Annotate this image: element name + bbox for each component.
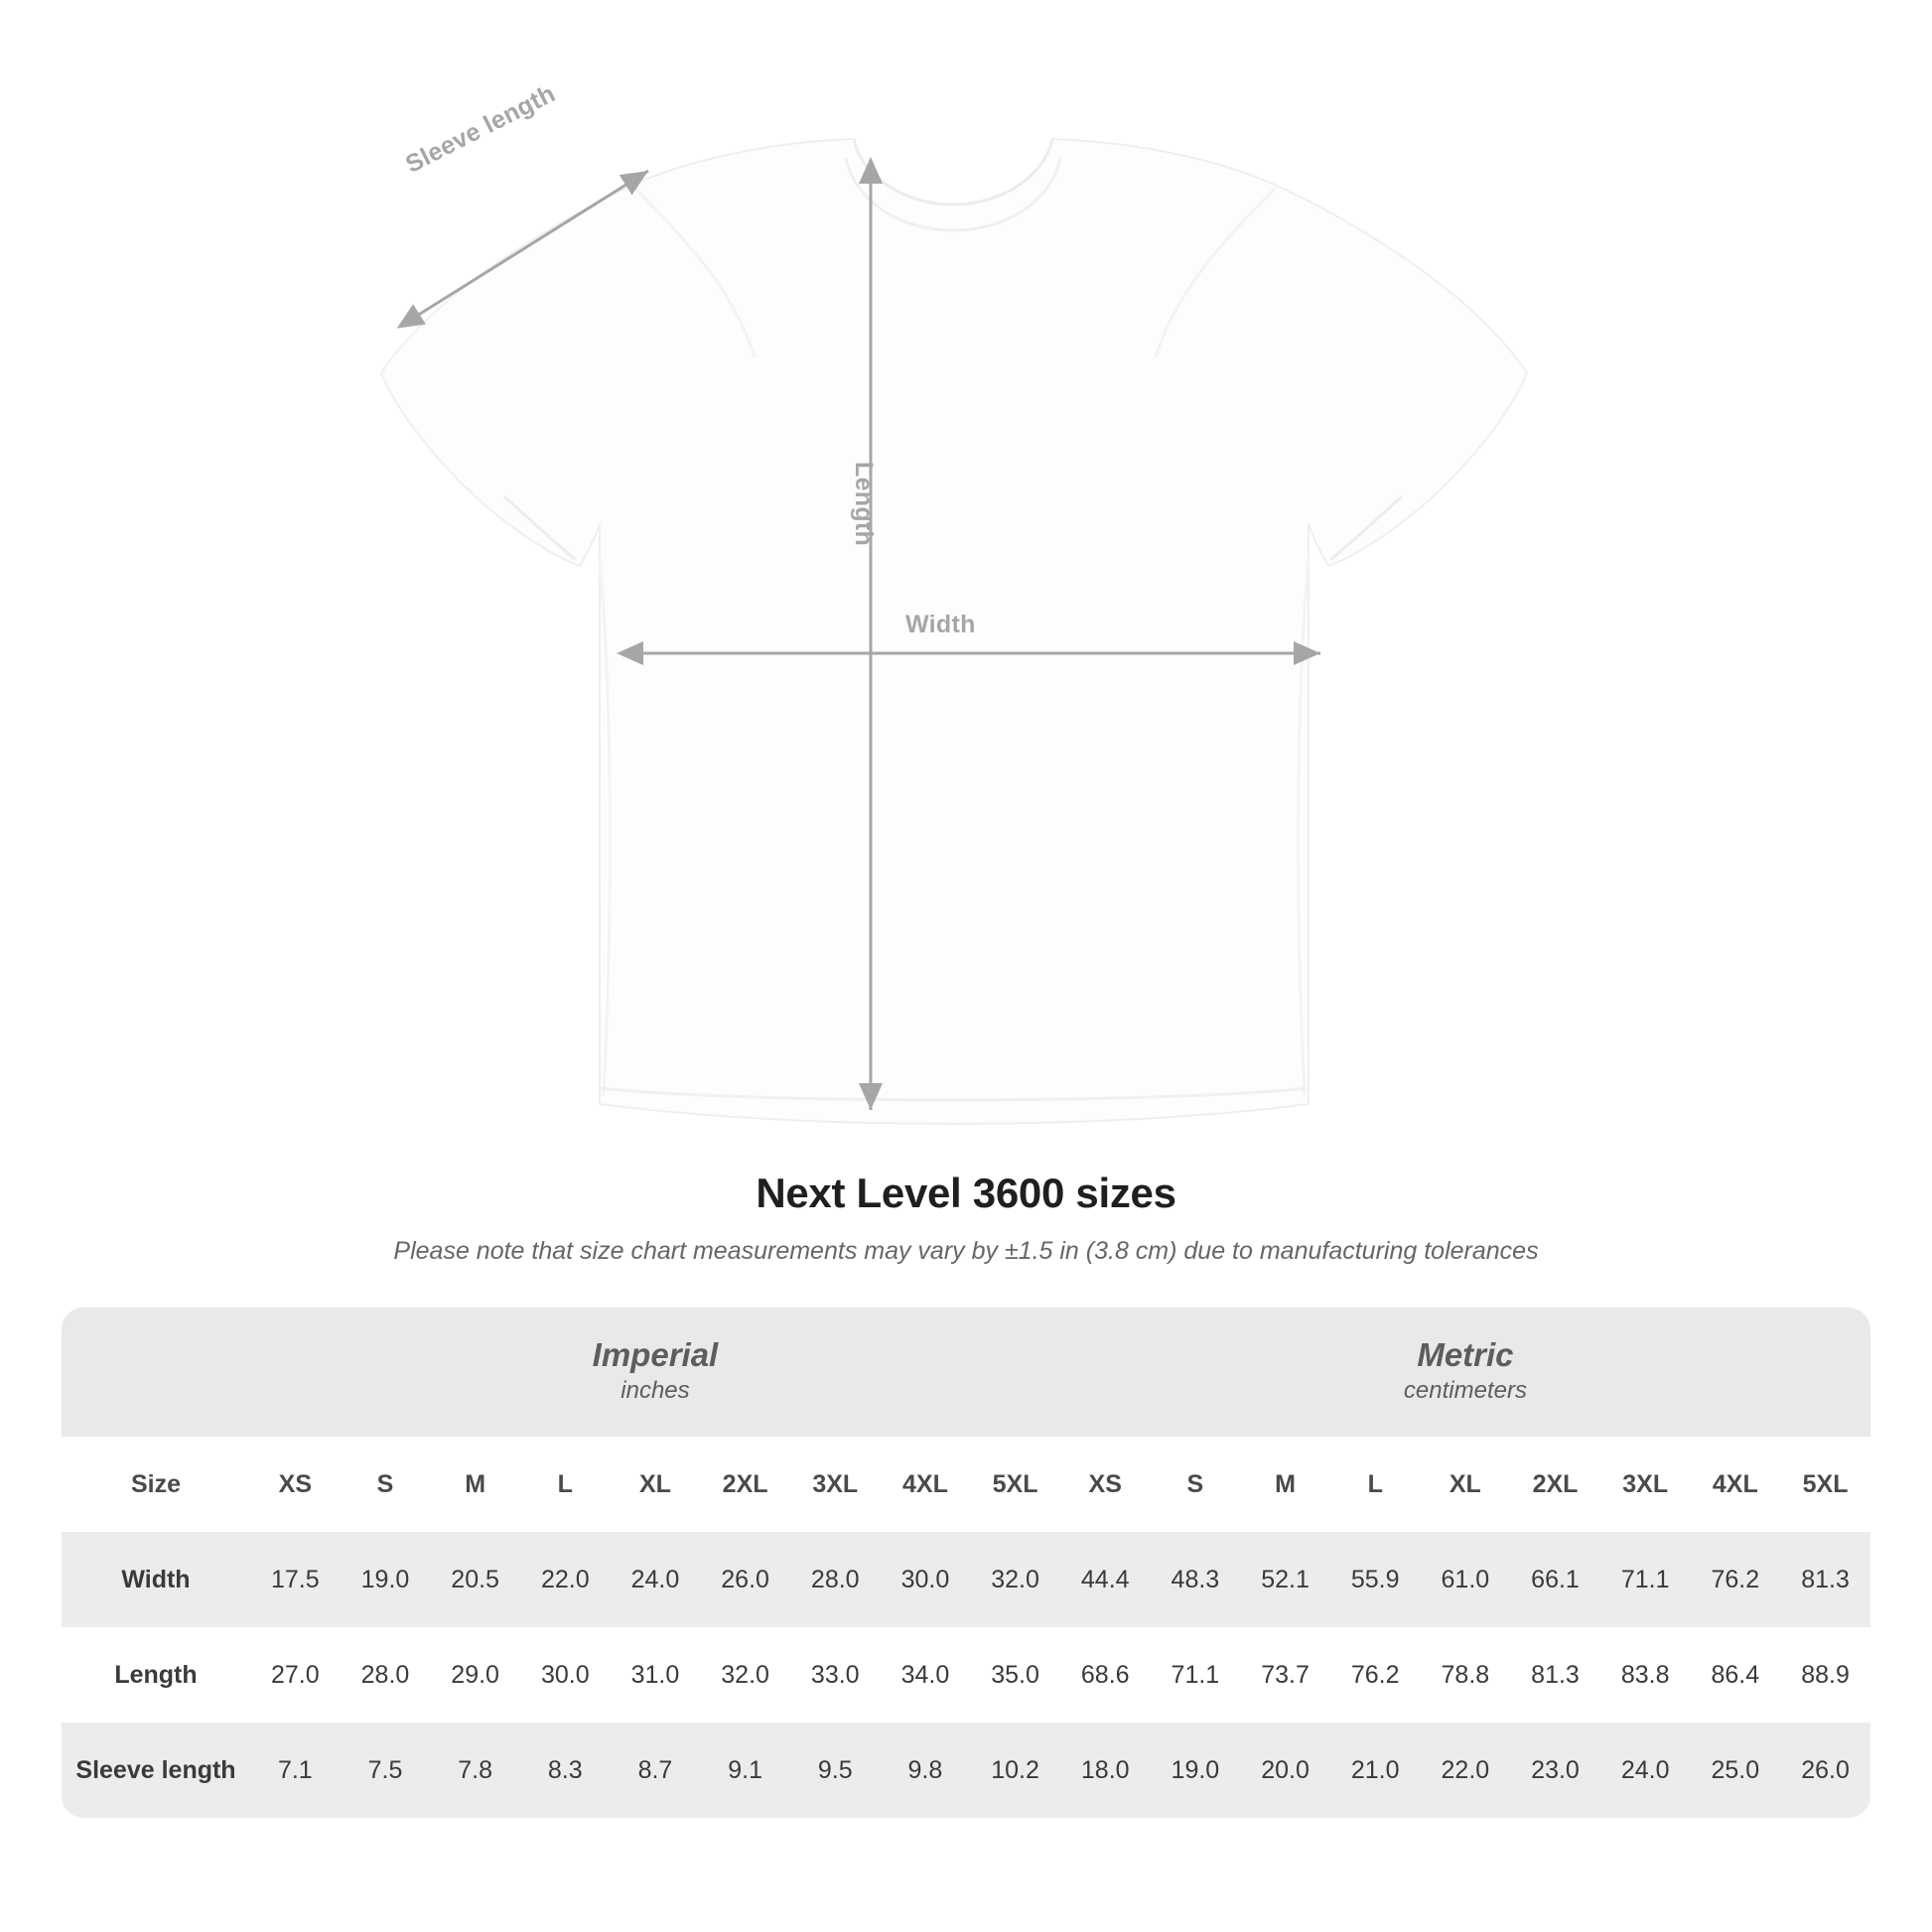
size-table (62, 1308, 1870, 1818)
cell-width-metric-l: 55.9 (1330, 1532, 1421, 1627)
cell-width-imperial-4xl: 30.0 (881, 1532, 971, 1627)
title-block (0, 1170, 1932, 1266)
cell-width-imperial-2xl: 26.0 (700, 1532, 790, 1627)
cell-width-metric-m: 52.1 (1240, 1532, 1330, 1627)
row-label-length: Length (62, 1627, 250, 1723)
size-header-imperial-4xl: 4XL (881, 1437, 971, 1532)
cell-sleeve-imperial-5xl: 10.2 (970, 1723, 1060, 1818)
size-header-imperial-m: M (430, 1437, 520, 1532)
size-header-metric-s: S (1151, 1437, 1241, 1532)
cell-length-metric-l: 76.2 (1330, 1627, 1421, 1723)
cell-sleeve-metric-s: 19.0 (1151, 1723, 1241, 1818)
cell-length-imperial-l: 30.0 (520, 1627, 611, 1723)
size-header-metric-l: L (1330, 1437, 1421, 1532)
cell-length-metric-s: 71.1 (1151, 1627, 1241, 1723)
size-table-container (62, 1308, 1870, 1818)
table-row-width (62, 1532, 1870, 1627)
cell-length-imperial-s: 28.0 (341, 1627, 431, 1723)
cell-width-metric-3xl: 71.1 (1600, 1532, 1691, 1627)
cell-sleeve-metric-xs: 18.0 (1060, 1723, 1151, 1818)
cell-length-metric-4xl: 86.4 (1691, 1627, 1781, 1723)
system-imperial-name: Imperial (592, 1336, 719, 1374)
size-header-metric-4xl: 4XL (1691, 1437, 1781, 1532)
cell-sleeve-imperial-m: 7.8 (430, 1723, 520, 1818)
cell-length-imperial-4xl: 34.0 (881, 1627, 971, 1723)
size-header-metric-5xl: 5XL (1780, 1437, 1870, 1532)
cell-length-metric-m: 73.7 (1240, 1627, 1330, 1723)
row-label-sleeve-length: Sleeve length (62, 1723, 250, 1818)
cell-length-metric-5xl: 88.9 (1780, 1627, 1870, 1723)
size-header-imperial-3xl: 3XL (790, 1437, 881, 1532)
system-header-row (62, 1308, 1870, 1437)
cell-width-metric-xs: 44.4 (1060, 1532, 1151, 1627)
cell-sleeve-metric-m: 20.0 (1240, 1723, 1330, 1818)
cell-sleeve-metric-2xl: 23.0 (1510, 1723, 1600, 1818)
cell-sleeve-metric-3xl: 24.0 (1600, 1723, 1691, 1818)
cell-length-metric-xs: 68.6 (1060, 1627, 1151, 1723)
size-header-imperial-2xl: 2XL (700, 1437, 790, 1532)
cell-length-imperial-2xl: 32.0 (700, 1627, 790, 1723)
cell-width-imperial-l: 22.0 (520, 1532, 611, 1627)
cell-sleeve-imperial-xl: 8.7 (611, 1723, 701, 1818)
size-header-metric-3xl: 3XL (1600, 1437, 1691, 1532)
system-imperial-unit: inches (621, 1377, 690, 1405)
page-title: Next Level 3600 sizes (756, 1170, 1176, 1216)
sleeve-length-dimension-label: Sleeve length (401, 79, 560, 179)
size-header-metric-xs: XS (1060, 1437, 1151, 1532)
cell-length-metric-3xl: 83.8 (1600, 1627, 1691, 1723)
cell-sleeve-metric-l: 21.0 (1330, 1723, 1421, 1818)
size-header-imperial-xs: XS (250, 1437, 341, 1532)
size-header-metric-2xl: 2XL (1510, 1437, 1600, 1532)
cell-width-imperial-5xl: 32.0 (970, 1532, 1060, 1627)
cell-width-metric-2xl: 66.1 (1510, 1532, 1600, 1627)
cell-sleeve-metric-4xl: 25.0 (1691, 1723, 1781, 1818)
cell-length-imperial-5xl: 35.0 (970, 1627, 1060, 1723)
size-header-imperial-xl: XL (611, 1437, 701, 1532)
cell-sleeve-imperial-l: 8.3 (520, 1723, 611, 1818)
size-header-label: Size (62, 1437, 250, 1532)
cell-width-metric-5xl: 81.3 (1780, 1532, 1870, 1627)
table-row-length (62, 1627, 1870, 1723)
size-header-imperial-5xl: 5XL (970, 1437, 1060, 1532)
cell-sleeve-metric-xl: 22.0 (1421, 1723, 1511, 1818)
size-header-imperial-l: L (520, 1437, 611, 1532)
cell-length-metric-2xl: 81.3 (1510, 1627, 1600, 1723)
size-header-metric-m: M (1240, 1437, 1330, 1532)
cell-sleeve-imperial-s: 7.5 (341, 1723, 431, 1818)
width-dimension-label: Width (905, 611, 976, 638)
system-metric-cell (1060, 1308, 1870, 1437)
cell-width-imperial-m: 20.5 (430, 1532, 520, 1627)
cell-sleeve-imperial-2xl: 9.1 (700, 1723, 790, 1818)
cell-width-metric-xl: 61.0 (1421, 1532, 1511, 1627)
system-spacer-cell (62, 1308, 250, 1437)
cell-width-imperial-s: 19.0 (341, 1532, 431, 1627)
cell-width-imperial-xs: 17.5 (250, 1532, 341, 1627)
cell-sleeve-imperial-xs: 7.1 (250, 1723, 341, 1818)
cell-length-imperial-3xl: 33.0 (790, 1627, 881, 1723)
size-header-row (62, 1437, 1870, 1532)
row-label-width: Width (62, 1532, 250, 1627)
system-metric-unit: centimeters (1403, 1377, 1527, 1405)
cell-width-imperial-xl: 24.0 (611, 1532, 701, 1627)
system-imperial-cell (250, 1308, 1060, 1437)
cell-length-imperial-xl: 31.0 (611, 1627, 701, 1723)
cell-sleeve-imperial-3xl: 9.5 (790, 1723, 881, 1818)
cell-width-metric-4xl: 76.2 (1691, 1532, 1781, 1627)
cell-length-metric-xl: 78.8 (1421, 1627, 1511, 1723)
cell-length-imperial-xs: 27.0 (250, 1627, 341, 1723)
cell-width-imperial-3xl: 28.0 (790, 1532, 881, 1627)
length-dimension-label: Length (850, 462, 878, 547)
cell-length-imperial-m: 29.0 (430, 1627, 520, 1723)
tolerance-note: Please note that size chart measurements may vary by ±1.5 in (3.8 cm) due to manufacturing tolerances (393, 1237, 1539, 1265)
cell-width-metric-s: 48.3 (1151, 1532, 1241, 1627)
cell-sleeve-imperial-4xl: 9.8 (881, 1723, 971, 1818)
system-metric-name: Metric (1417, 1336, 1514, 1374)
table-row-sleeve-length (62, 1723, 1870, 1818)
size-header-metric-xl: XL (1421, 1437, 1511, 1532)
size-header-imperial-s: S (341, 1437, 431, 1532)
cell-sleeve-metric-5xl: 26.0 (1780, 1723, 1870, 1818)
